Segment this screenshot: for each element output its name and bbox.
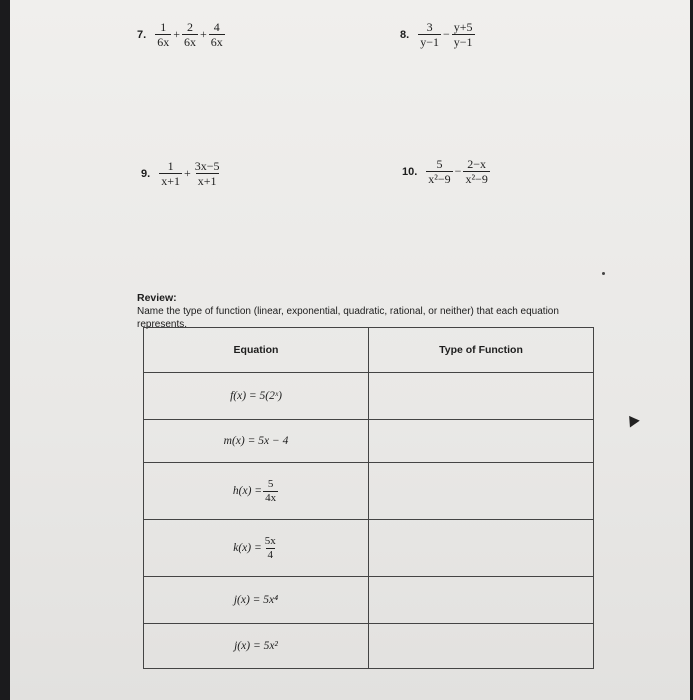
equation-cell <box>144 463 369 520</box>
equation-cell <box>144 420 369 463</box>
equation: f(x) = 5(2ˣ) <box>230 390 282 402</box>
problem-number: 7. <box>137 28 147 41</box>
review-instructions: Name the type of function (linear, exponential, quadratic, rational, or neither) that each equation represents. <box>137 306 559 330</box>
equation-cell <box>144 520 369 577</box>
type-answer-cell[interactable] <box>369 373 594 420</box>
problem-number: 9. <box>141 167 151 180</box>
equation: m(x) = 5x − 4 <box>223 435 289 447</box>
fraction: $\frac{2-x}{\text{x²−9}}$ <box>465 157 488 186</box>
problem-number: 8. <box>400 28 410 41</box>
equation: j(x) = 5x⁴ <box>233 594 279 606</box>
fraction: $\frac{5}{\text{x²−9}}$ <box>428 157 451 186</box>
fraction: $\frac{3}{y-1}$ <box>420 20 439 49</box>
review-section <box>137 292 567 331</box>
type-answer-cell[interactable] <box>369 520 594 577</box>
operator: − <box>442 27 450 41</box>
type-answer-cell[interactable] <box>369 577 594 624</box>
equation-header: Equation <box>144 328 369 373</box>
operator: + <box>199 27 207 41</box>
problem-7 <box>137 20 226 49</box>
equation: k(x) = $\frac{5x}{4}$ <box>233 534 276 561</box>
problem-8 <box>400 20 476 49</box>
type-header: Type of Function <box>369 328 594 373</box>
equation-cell <box>144 577 369 624</box>
table-row <box>144 577 594 624</box>
table-row <box>144 420 594 463</box>
fraction: $\frac{5x}{4}$ <box>264 534 276 561</box>
problem-number: 10. <box>402 165 418 178</box>
operator: − <box>454 164 462 178</box>
fraction: $\frac{2}{6x}$ <box>183 20 196 49</box>
equation-cell <box>144 373 369 420</box>
fraction: $\frac{y+5}{y-1}$ <box>453 20 473 49</box>
problem-9 <box>141 159 223 188</box>
function-type-table <box>143 327 594 669</box>
problem-10 <box>402 157 491 186</box>
fraction: $\frac{4}{6x}$ <box>210 20 223 49</box>
fraction: $\frac{3x-5}{x+1}$ <box>194 159 220 188</box>
equation: h(x) = $\frac{5}{4x}$ <box>232 477 277 504</box>
stray-mark <box>602 272 605 275</box>
fraction: $\frac{5}{4x}$ <box>265 477 277 504</box>
table-row <box>144 463 594 520</box>
operator: + <box>183 166 191 180</box>
table-header-row <box>144 328 594 373</box>
equation-cell <box>144 624 369 669</box>
table-row <box>144 373 594 420</box>
type-answer-cell[interactable] <box>369 463 594 520</box>
type-answer-cell[interactable] <box>369 624 594 669</box>
equation: j(x) = 5x² <box>234 640 278 652</box>
type-answer-cell[interactable] <box>369 420 594 463</box>
fraction: $\frac{1}{x+1}$ <box>161 159 180 188</box>
table-row <box>144 624 594 669</box>
fraction: $\frac{1}{6x}$ <box>157 20 170 49</box>
review-title: Review: <box>137 292 177 304</box>
table-row <box>144 520 594 577</box>
operator: + <box>173 27 180 41</box>
